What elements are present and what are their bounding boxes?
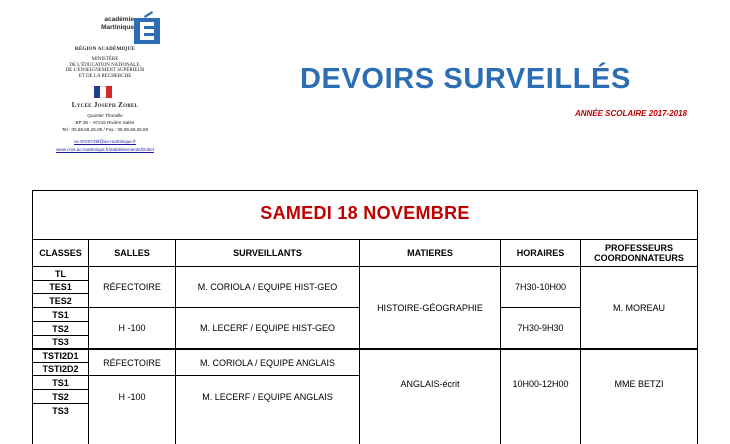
surveillant-cell: M. LECERF / EQUIPE ANGLAIS xyxy=(202,391,333,402)
salle-cell: H -100 xyxy=(118,391,146,402)
salle-cell: RÉFECTOIRE xyxy=(103,357,161,368)
academie-logo xyxy=(90,10,160,46)
header-surveillants: SURVEILLANTS xyxy=(233,248,302,258)
horaire-cell: 7H30-10H00 xyxy=(514,282,567,292)
lycee-name: Lycée Joseph Zobel xyxy=(71,101,139,109)
class-cell: TSTI2D2 xyxy=(42,364,79,374)
class-cell: TES1 xyxy=(49,282,72,292)
surveillant-cell: M. LECERF / EQUIPE HIST-GEO xyxy=(199,323,336,333)
header-salles: SALLES xyxy=(114,248,150,258)
class-cell: TS1 xyxy=(52,309,69,320)
class-cell: TS3 xyxy=(52,405,69,416)
class-cell: TL xyxy=(55,268,66,279)
ministere-line: DE L'ÉDUCATION NATIONALE, xyxy=(69,62,141,68)
ministere-line: DE L'ENSEIGNEMENT SUPÉRIEUR xyxy=(65,68,145,74)
horaire-cell: 7H30-9H30 xyxy=(517,323,564,333)
ministere-block xyxy=(40,57,170,79)
surveillant-cell: M. CORIOLA / EQUIPE ANGLAIS xyxy=(199,357,336,368)
ministere-line: ET DE LA RECHERCHE xyxy=(78,73,132,79)
academie-region-word: Martinique xyxy=(101,24,134,31)
matiere-cell: HISTOIRE-GÉOGRAPHIE xyxy=(377,302,483,313)
academie-logo-text xyxy=(90,16,134,32)
email-link[interactable]: ce.9720725f@ac-martinique.fr xyxy=(74,139,136,144)
class-cell: TSTI2D1 xyxy=(42,351,79,361)
phone-fax: Tel : 05.96.68.25.09 / Fax : 05.96.68.25.80 xyxy=(61,127,149,132)
header-matieres: MATIERES xyxy=(407,248,453,258)
address-line: Quartier Thoraille xyxy=(87,113,123,118)
horaire-cell: 10H00-12H00 xyxy=(512,378,569,389)
day-title: SAMEDI 18 NOVEMBRE xyxy=(260,203,470,223)
region-academique: RÉGION ACADÉMIQUE xyxy=(75,47,135,52)
class-cell: TS1 xyxy=(52,377,69,388)
header-horaires: HORAIRES xyxy=(516,248,565,258)
professeur-cell: M. MOREAU xyxy=(612,302,665,313)
address-line: BP 38 – 97215 Rivière Salée xyxy=(75,120,135,125)
schedule-table xyxy=(32,190,698,444)
header-professeurs xyxy=(581,240,697,266)
matiere-cell: ANGLAIS-écrit xyxy=(400,378,460,389)
class-cell: TS3 xyxy=(52,337,69,347)
website-link[interactable]: www.cms.ac-martinique.fr/etablissements/lzobel xyxy=(56,147,154,152)
ministere-line: MINISTÈRE xyxy=(91,57,119,62)
class-cell: TES2 xyxy=(49,295,72,306)
page-title: DEVOIRS SURVEILLÉS xyxy=(300,63,631,95)
french-flag-icon xyxy=(94,86,112,98)
class-cell: TS2 xyxy=(52,323,69,334)
salle-cell: RÉFECTOIRE xyxy=(103,282,161,292)
header-classes: CLASSES xyxy=(39,248,82,258)
professeur-cell: MME BETZI xyxy=(614,378,664,389)
surveillant-cell: M. CORIOLA / EQUIPE HIST-GEO xyxy=(197,282,338,292)
header-professeurs-line1: PROFESSEURS xyxy=(604,243,673,253)
academie-word: académie xyxy=(104,16,134,23)
salle-cell: H -100 xyxy=(118,323,146,333)
academie-e-logo-icon xyxy=(134,10,160,44)
header-professeurs-line2: COORDONNATEURS xyxy=(594,253,684,263)
class-cell: TS2 xyxy=(52,391,69,402)
school-year: ANNÉE SCOLAIRE 2017-2018 xyxy=(574,109,687,118)
